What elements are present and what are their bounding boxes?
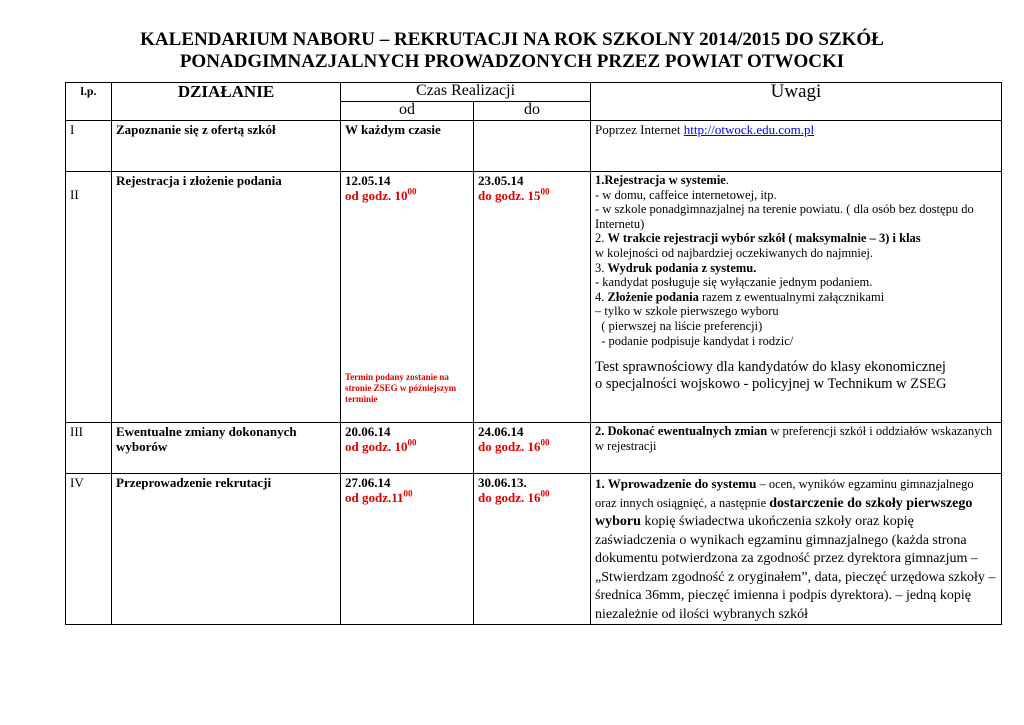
- row-notes: [591, 474, 1002, 625]
- row-from: [341, 423, 474, 474]
- to-time-sup: 00: [540, 437, 550, 448]
- row-to: [474, 474, 591, 625]
- from-time-text: od godz.11: [345, 490, 404, 505]
- to-time-sup: 00: [540, 488, 550, 499]
- from-date: 12.05.14: [345, 173, 391, 188]
- header-dzialanie: DZIAŁANIE: [112, 83, 341, 121]
- to-date: 23.05.14: [478, 173, 524, 188]
- notes-p2-bold: dostarczenie do szkoły pierwszego wyboru: [595, 495, 973, 529]
- note-4a: – tylko w szkole pierwszego wyboru: [595, 304, 779, 319]
- row-notes: [591, 423, 1002, 474]
- from-time-text: od godz. 10: [345, 439, 408, 454]
- row-action: Ewentualne zmiany dokonanych wyborów: [112, 423, 341, 474]
- note-1-rest: .: [725, 173, 729, 187]
- page-title-line2: PONADGIMNAZJALNYCH PROWADZONYCH PRZEZ POWIAT OTWOCKI: [179, 51, 845, 72]
- row-notes: [591, 172, 1002, 423]
- note-3: [595, 261, 997, 276]
- row-lp-text: II: [70, 187, 79, 202]
- to-time: [478, 439, 586, 454]
- header-uwagi: Uwagi: [591, 83, 1002, 121]
- note-4-bold: Złożenie podania: [607, 289, 699, 304]
- to-time-sup: 00: [540, 186, 550, 197]
- to-date: 30.06.13.: [478, 475, 527, 490]
- notes-text: Poprzez Internet: [595, 122, 684, 137]
- table-row: [66, 121, 1002, 172]
- note-2: [595, 231, 997, 246]
- table-row: [66, 423, 1002, 474]
- note-4-num: 4.: [595, 289, 608, 304]
- row-from: [341, 474, 474, 625]
- to-date: 24.06.14: [478, 424, 524, 439]
- row-from: W każdym czasie: [341, 121, 474, 172]
- row-from: [341, 172, 474, 423]
- notes-p1-bold: 1. Wprowadzenie do systemu: [595, 476, 757, 491]
- recruitment-calendar-table: [65, 82, 1002, 625]
- header-do: do: [474, 102, 591, 121]
- to-time-text: do godz. 16: [478, 439, 541, 454]
- note-1: [595, 173, 997, 188]
- row-lp: [66, 172, 112, 423]
- row-lp: IV: [66, 474, 112, 625]
- to-time-text: do godz. 16: [478, 490, 541, 505]
- from-time-sup: 00: [407, 437, 417, 448]
- table-row: [66, 172, 1002, 423]
- row-to: [474, 172, 591, 423]
- page-title-line1: KALENDARIUM NABORU – REKRUTACJI NA ROK SZKOLNY 2014/2015 DO SZKÓŁ: [140, 29, 884, 50]
- notes-p1-rest: – ocen, wyników egzaminu gimnazjalnego oraz innych osiągnięć, a następnie: [595, 477, 974, 510]
- note-1b: - w szkole ponadgimnazjalnej na terenie powiatu. ( dla osób bez dostępu do Internetu): [595, 202, 974, 231]
- note-3-num: 3.: [595, 260, 608, 275]
- note-3a: - kandydat posługuje się wyłączanie jednym podaniem.: [595, 275, 873, 290]
- note-2-num: 2.: [595, 231, 608, 246]
- notes-bold: 2. Dokonać ewentualnych zmian: [595, 424, 768, 438]
- test-note-a: Test sprawnościowy dla kandydatów do klasy ekonomicznej: [595, 359, 946, 376]
- to-time-text: do godz. 15: [478, 188, 541, 203]
- note-4: [595, 290, 997, 305]
- row-action: Przeprowadzenie rekrutacji: [112, 474, 341, 625]
- from-time: [345, 490, 469, 505]
- from-time: [345, 439, 469, 454]
- note-4c: - podanie podpisuje kandydat i rodzic/: [595, 333, 794, 348]
- test-note-b: o specjalności wojskowo - policyjnej w Technikum w ZSEG: [595, 376, 947, 393]
- note-1-bold: 1.Rejestracja w systemie: [595, 173, 726, 187]
- note-3-bold: Wydruk podania z systemu.: [607, 260, 757, 275]
- row-lp: III: [66, 423, 112, 474]
- row-to: [474, 423, 591, 474]
- from-date: 20.06.14: [345, 424, 391, 439]
- header-lp: l.p.: [66, 83, 112, 121]
- row-lp: I: [66, 121, 112, 172]
- from-time-text: od godz. 10: [345, 188, 408, 203]
- row-notes: [591, 121, 1002, 172]
- row-action: Zapoznanie się z ofertą szkół: [112, 121, 341, 172]
- to-time: [478, 490, 586, 505]
- from-time-sup: 00: [403, 488, 413, 499]
- header-row: [66, 83, 1002, 102]
- row-action: Rejestracja i złożenie podania: [112, 172, 341, 423]
- note-2-bold: W trakcie rejestracji wybór szkół ( maksymalnie – 3) i klas: [607, 231, 921, 246]
- notes-rest: w preferencji szkół i oddziałów wskazanych w rejestracji: [595, 424, 993, 453]
- from-date: 27.06.14: [345, 475, 391, 490]
- to-time: [478, 188, 586, 203]
- otwock-link[interactable]: http://otwock.edu.com.pl: [683, 122, 815, 137]
- note-4-rest: razem z ewentualnymi załącznikami: [698, 289, 885, 304]
- note-4b: ( pierwszej na liście preferencji): [595, 318, 763, 333]
- from-time-sup: 00: [407, 186, 417, 197]
- header-czas-realizacji: Czas Realizacji: [341, 83, 591, 102]
- header-od: od: [341, 102, 474, 121]
- notes-p2-rest: kopię świadectwa ukończenia szkoły oraz kopię zaświadczenia o wynikach egzaminu gimnazjalnego (każda strona dokumentu potwierdzona za zgodność przez dyrektora gimnazjum – „Stwierdzam zgodność z oryginałem”, data, pieczęć urzędowa szkoły – średnica 36mm, pieczęć imienna i podpis dyrektora). – jedną kopię niezależnie od ilości wybranych szkół: [595, 514, 996, 622]
- from-time: [345, 188, 469, 203]
- row-to: [474, 121, 591, 172]
- note-2-rest: w kolejności od najbardziej oczekiwanych do najmniej.: [595, 245, 874, 260]
- term-note: Termin podany zostanie na stronie ZSEG w późniejszym terminie: [345, 372, 457, 404]
- table-row: [66, 474, 1002, 625]
- note-1a: - w domu, caffeice internetowej, itp.: [595, 187, 777, 202]
